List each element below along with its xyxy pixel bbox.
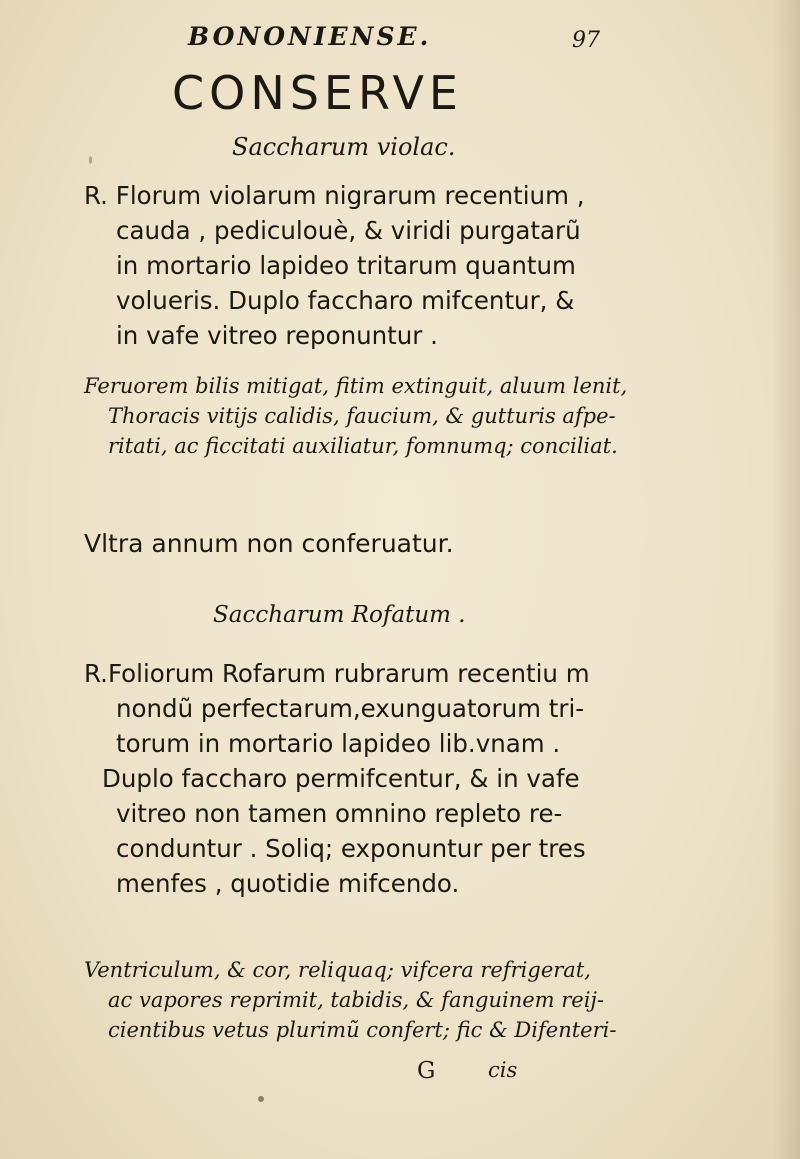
virtue-line: ritati, ac ficcitati auxiliatur, fomnumq; conciliat. <box>108 434 618 458</box>
keeping-note: Vltra annum non conferuatur. <box>84 529 454 558</box>
virtue-line: ac vapores reprimit, tabidis, & fanguinem reij- <box>108 988 605 1012</box>
virtue-line: Feruorem bilis mitigat, fitim extinguit, aluum lenit, <box>84 374 628 398</box>
signature-mark: G <box>417 1058 436 1084</box>
recipe-line: R. Florum violarum nigrarum recentium , <box>84 181 585 210</box>
ink-spot <box>89 156 92 164</box>
virtue-line: Ventriculum, & cor, reliquaq; vifcera refrigerat, <box>84 958 591 982</box>
recipe-text <box>84 178 585 353</box>
recipe-heading: Saccharum violac. <box>232 133 456 161</box>
ink-spot <box>258 1096 264 1102</box>
page-number: 97 <box>572 28 600 53</box>
recipe-line: conduntur . Soliq; exponuntur per tres <box>116 834 586 863</box>
recipe-line: R.Foliorum Rofarum rubrarum recentiu m <box>84 659 590 688</box>
recipe-line: volueris. Duplo faccharo mifcentur, & <box>116 286 575 315</box>
recipe-heading: Saccharum Rofatum . <box>213 602 466 628</box>
virtue-line: Thoracis vitijs calidis, faucium, & gutturis afpe- <box>108 404 616 428</box>
catchword: cis <box>488 1058 518 1082</box>
section-title: CONSERVE <box>172 66 463 120</box>
recipe-line: torum in mortario lapideo lib.vnam . <box>116 729 561 758</box>
recipe-line: in vafe vitreo reponuntur . <box>116 321 438 350</box>
recipe-line: in mortario lapideo tritarum quantum <box>116 251 576 280</box>
recipe-line: nondũ perfectarum,exunguatorum tri- <box>116 694 585 723</box>
virtues-text <box>84 955 616 1045</box>
recipe-line: cauda , pediculouè, & viridi purgatarũ <box>116 216 581 245</box>
virtues-text <box>84 371 627 461</box>
running-head: BONONIENSE. <box>188 22 432 51</box>
recipe-line: menfes , quotidie mifcendo. <box>116 869 460 898</box>
recipe-line: Duplo faccharo permifcentur, & in vafe <box>102 764 580 793</box>
page-edge-shadow <box>772 0 800 1159</box>
recipe-text <box>84 656 590 901</box>
recipe-line: vitreo non tamen omnino repleto re- <box>116 799 563 828</box>
virtue-line: cientibus vetus plurimũ confert; fic & Difenteri- <box>108 1018 617 1042</box>
